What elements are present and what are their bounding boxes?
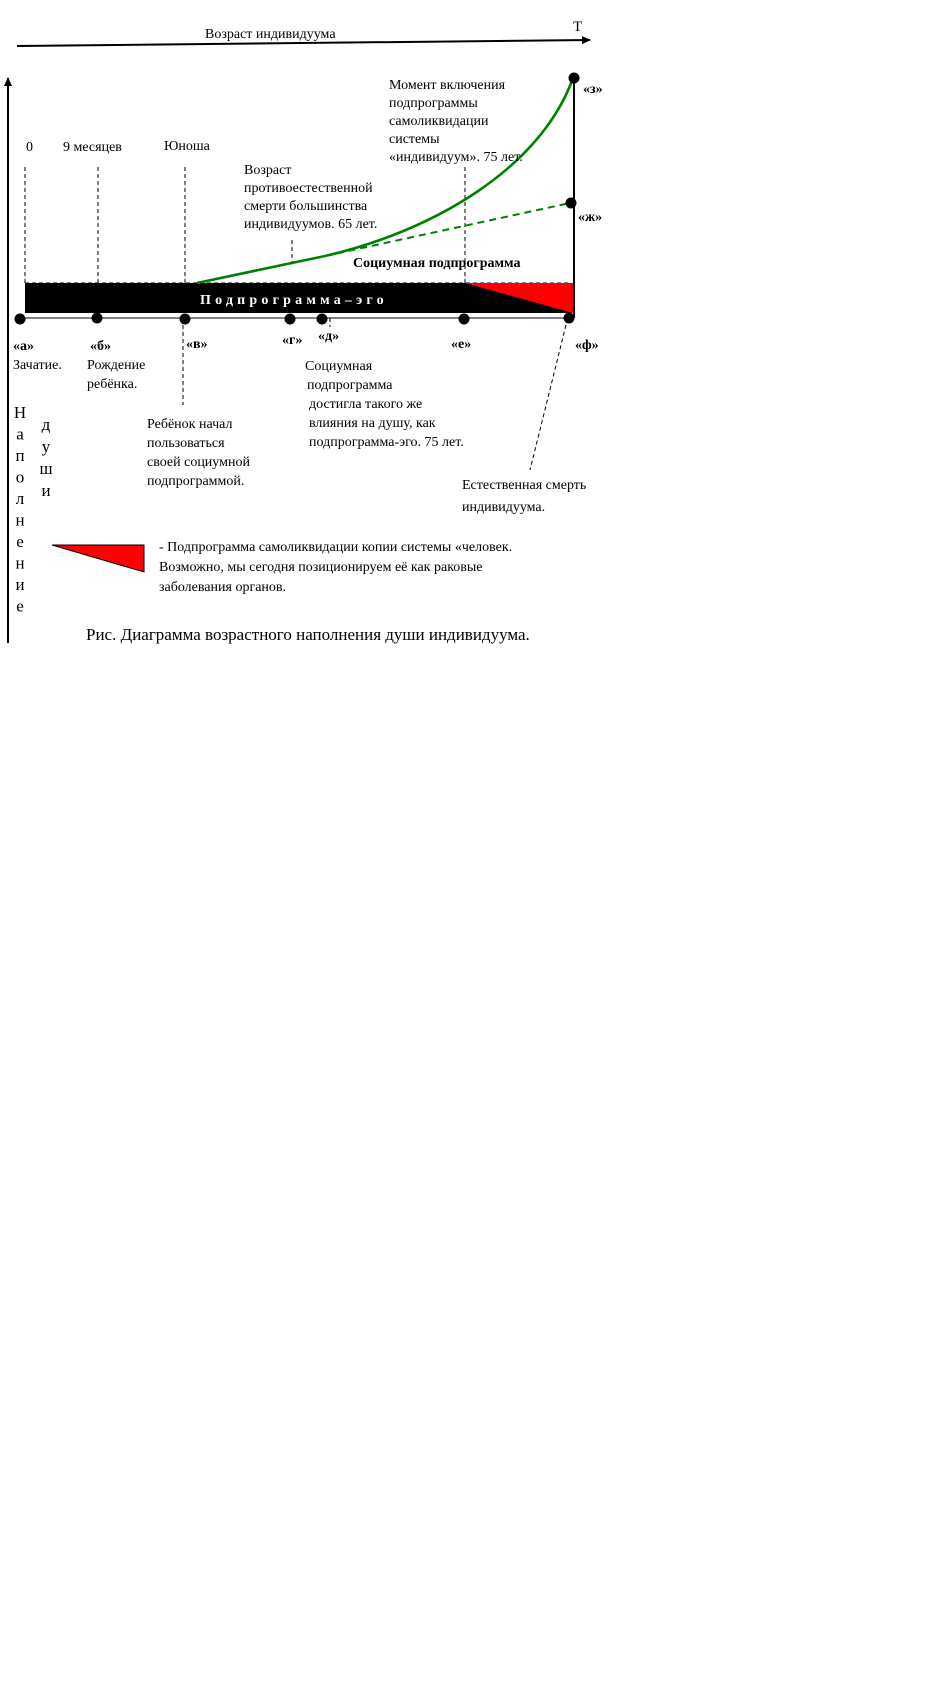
annotation-birth-line: Рождение [87, 358, 146, 373]
label-point-f: «ф» [575, 338, 599, 353]
legend-text-line: заболевания органов. [159, 580, 287, 595]
annotation-child-line: пользоваться [147, 436, 225, 451]
point-e [459, 314, 470, 325]
annotation-conception: Зачатие. [13, 358, 62, 373]
annotation-natural-death-line: индивидуума. [462, 500, 546, 515]
vword1-letter: н [15, 510, 25, 530]
point-zh [566, 198, 577, 209]
tick-label-nine-months: 9 месяцев [63, 140, 122, 155]
annotation-moment [389, 78, 523, 165]
annotation-unnatural-death-line: противоестественной [244, 181, 373, 196]
vword2-letter: у [41, 437, 51, 456]
vword1-letter: а [16, 424, 24, 444]
label-point-zh: «ж» [578, 210, 603, 225]
label-point-a: «а» [13, 339, 34, 354]
label-point-e: «е» [451, 337, 472, 352]
annotation-unnatural-death-line: Возраст [244, 163, 292, 178]
annotation-social-reached-line: подпрограмма [307, 378, 393, 393]
annotation-social-reached-line: достигла такого же [309, 397, 423, 412]
vword1-letter: о [15, 467, 25, 487]
annotation-social-reached-line: влияния на душу, как [309, 416, 436, 431]
annotation-social-reached-line: подпрограмма-эго. 75 лет. [309, 435, 464, 450]
annotation-natural-death [462, 478, 586, 515]
annotation-moment-line: подпрограммы [389, 96, 478, 111]
vword1-letter: е [16, 532, 24, 551]
label-point-z: «з» [583, 82, 603, 97]
vword1-letter: и [15, 575, 25, 594]
annotation-birth-line: ребёнка. [87, 377, 138, 392]
social-subprogram-label: Социумная подпрограмма [353, 256, 521, 271]
age-axis-label: Возраст индивидуума [205, 27, 336, 42]
point-b [92, 313, 103, 324]
annotation-child [147, 417, 250, 489]
annotation-unnatural-death-line: смерти большинства [244, 199, 368, 214]
vword2-letter: и [41, 481, 51, 500]
t-label: Т [573, 19, 583, 35]
label-point-v: «в» [186, 337, 208, 352]
annotation-unnatural-death [244, 163, 377, 232]
annotation-moment-line: «индивидуум». 75 лет. [389, 150, 523, 165]
point-z [569, 73, 580, 84]
point-a [15, 314, 26, 325]
figure-caption: Рис. Диаграмма возрастного наполнения души индивидуума. [86, 625, 530, 644]
annotation-social-reached [305, 359, 464, 450]
legend-text-line: - Подпрограмма самоликвидации копии системы «человек. [159, 540, 513, 555]
vword2-letter: д [41, 415, 51, 434]
label-point-g: «г» [282, 333, 303, 348]
legend-text-line: Возможно, мы сегодня позиционируем её как раковые [159, 560, 483, 575]
vertical-label-filling [14, 403, 26, 616]
vword1-letter: л [15, 489, 25, 508]
vertical-label-soul [39, 415, 52, 500]
ego-bar-label: Подпрограмма–эго [200, 293, 388, 308]
annotation-child-line: Ребёнок начал [147, 417, 233, 432]
tick-label-zero: 0 [26, 140, 33, 155]
point-f [564, 313, 575, 324]
annotation-moment-line: системы [389, 132, 440, 147]
annotation-unnatural-death-line: индивидуумов. 65 лет. [244, 217, 378, 232]
annotation-moment-line: Момент включения [389, 78, 506, 93]
annotation-natural-death-line: Естественная смерть [462, 478, 587, 493]
annotation-moment-line: самоликвидации [389, 114, 489, 129]
vword2-letter: ш [39, 459, 53, 478]
annotation-social-reached-line: Социумная [305, 359, 373, 374]
point-g [285, 314, 296, 325]
vword1-letter: н [15, 553, 25, 573]
vword1-letter: Н [13, 403, 27, 422]
guide-line-natural-death [530, 325, 566, 470]
point-v [180, 314, 191, 325]
label-point-d: «д» [318, 329, 340, 344]
point-d [317, 314, 328, 325]
annotation-birth [87, 358, 145, 392]
legend-text [159, 540, 512, 595]
legend-red-triangle [52, 545, 144, 572]
annotation-child-line: своей социумной [147, 455, 250, 470]
label-point-b: «б» [90, 339, 111, 354]
tick-label-youth: Юноша [164, 139, 210, 154]
vword1-letter: п [15, 446, 25, 465]
vword1-letter: е [16, 596, 24, 616]
annotation-child-line: подпрограммой. [147, 474, 245, 489]
